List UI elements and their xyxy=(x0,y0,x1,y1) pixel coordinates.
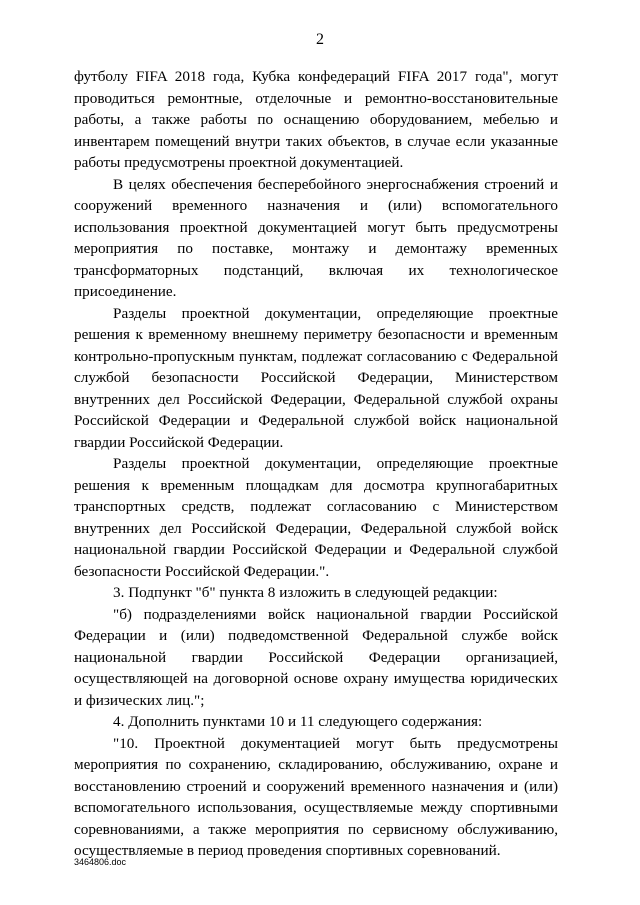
page-number: 2 xyxy=(316,31,324,48)
paragraph-1: футболу FIFA 2018 года, Кубка конфедераций FIFA 2017 года", могут проводиться ремонтные, отделочные и ремонтно-восстановительные работы, а также работы по оснащению оборудованием, мебелью и инвентарем помещений внутри таких объектов, в случае если указанные работы предусмотрены проектной документацией. xyxy=(74,68,558,171)
footer-document-code: 3464806.doc xyxy=(74,857,127,867)
paragraph-8: "10. Проектной документацией могут быть предусмотрены мероприятия по сохранению, складированию, обслуживанию, охране и восстановлению строений и сооружений временного назначения и (или) вспомогательного использования, осуществляемые между спортивными соревнованиями, а также мероприятия по сервисному обслуживанию, осуществляемые в период проведения спортивных соревнований. xyxy=(74,734,558,859)
paragraph-2: В целях обеспечения бесперебойного энергоснабжения строений и сооружений временного назначения и (или) вспомогательного использования проектной документацией могут быть предусмотрены мероприятия по поставке, монтажу и демонтажу временных трансформаторных подстанций, включая их технологическое присоединение. xyxy=(74,175,558,300)
paragraph-7: 4. Дополнить пунктами 10 и 11 следующего содержания: xyxy=(113,713,483,730)
paragraph-4: Разделы проектной документации, определяющие проектные решения к временным площадкам для досмотра крупногабаритных транспортных средств, подлежат согласованию с Министерством внутренних дел Российской Федерации, Федеральной службой войск национальной гвардии Российской Федерации и Федеральной службой безопасности Российской Федерации.". xyxy=(74,455,558,580)
paragraph-6: "б) подразделениями войск национальной гвардии Российской Федерации и (или) подведомственной Федеральной службе войск национальной гвардии Российской Федерации организацией, осуществляющей на договорной основе охрану имущества юридических и физических лиц."; xyxy=(74,605,558,709)
paragraph-3: Разделы проектной документации, определяющие проектные решения к временному внешнему периметру безопасности и временным контрольно-пропускным пунктам, подлежат согласованию с Федеральной службой безопасности Российской Федерации, Министерством внутренних дел Российской Федерации, Федеральной службой охраны Российской Федерации и Федеральной службой войск национальной гвардии Российской Федерации. xyxy=(74,304,558,451)
document-body xyxy=(74,66,558,862)
paragraph-5: 3. Подпункт "б" пункта 8 изложить в следующей редакции: xyxy=(113,584,498,601)
